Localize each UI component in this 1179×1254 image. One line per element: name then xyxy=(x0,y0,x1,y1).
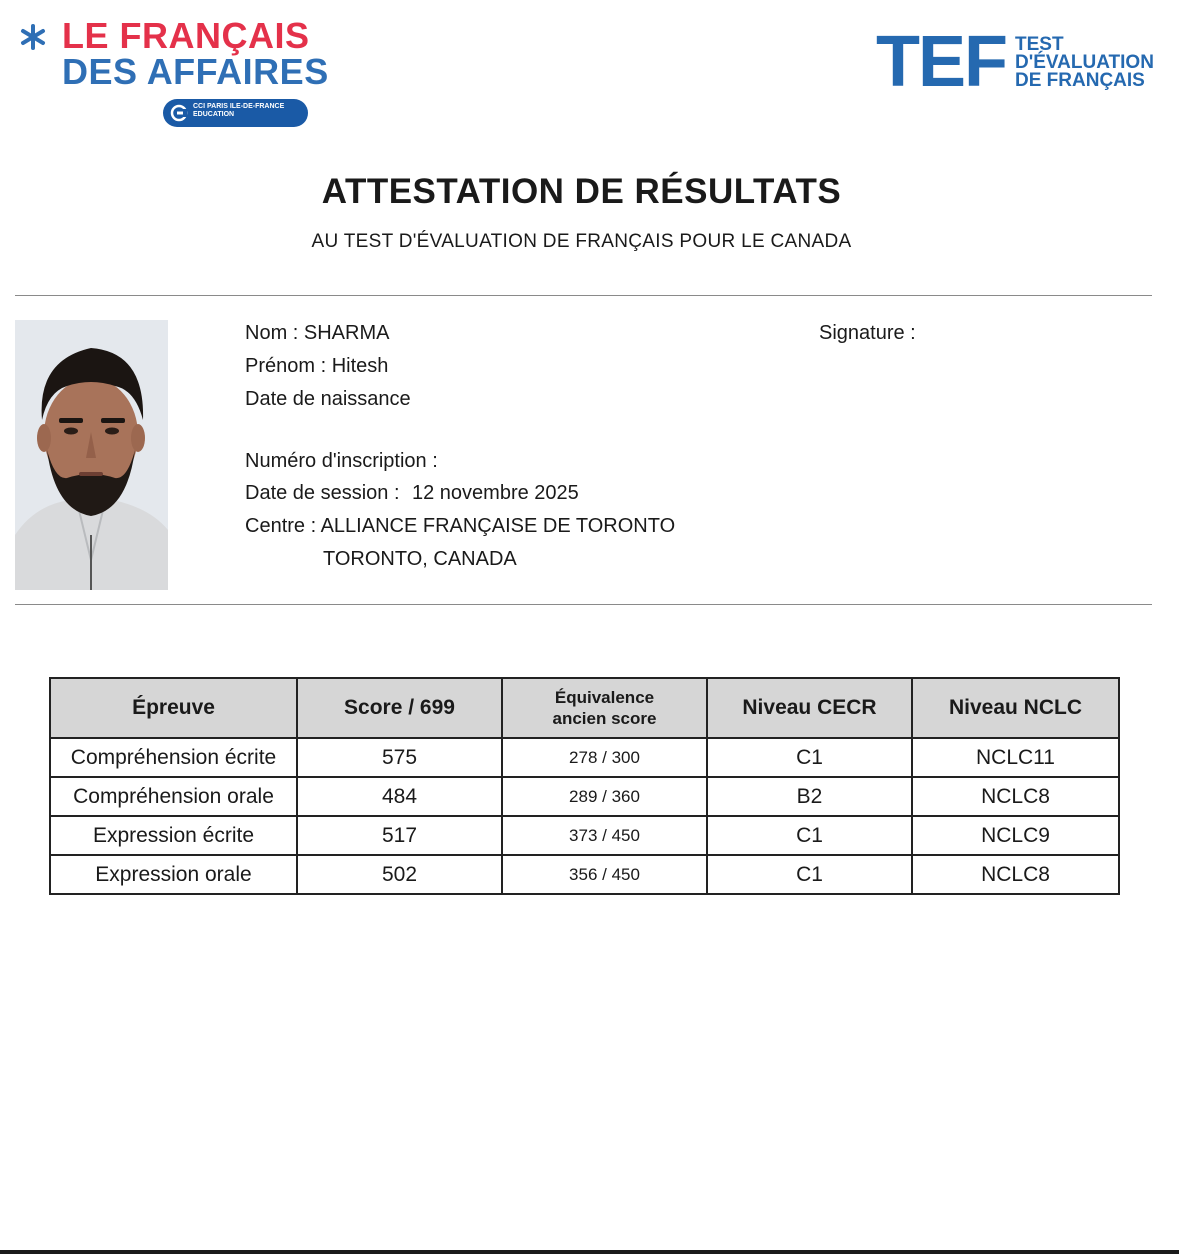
cell-epreuve: Expression orale xyxy=(50,855,297,894)
candidate-photo xyxy=(15,320,168,590)
tef-logo-mark: TEF xyxy=(876,22,1006,102)
cell-cecr: C1 xyxy=(707,855,912,894)
logo-line-1: LE FRANÇAIS xyxy=(62,15,310,56)
page-subtitle: AU TEST D'ÉVALUATION DE FRANÇAIS POUR LE CANADA xyxy=(311,231,852,252)
results-table xyxy=(49,677,1120,895)
cell-equivalence: 289 / 360 xyxy=(502,777,707,816)
cell-equivalence: 278 / 300 xyxy=(502,738,707,777)
cell-epreuve: Compréhension écrite xyxy=(50,738,297,777)
bottom-border xyxy=(0,1250,1179,1254)
cell-equivalence: 356 / 450 xyxy=(502,855,707,894)
signature-label: Signature : xyxy=(819,322,916,344)
cell-nclc: NCLC8 xyxy=(912,855,1119,894)
divider xyxy=(15,295,1152,296)
table-row xyxy=(50,816,1119,855)
table-row xyxy=(50,738,1119,777)
header-niveau-nclc: Niveau NCLC xyxy=(912,678,1119,738)
candidate-numero-inscription: Numéro d'inscription : xyxy=(245,450,438,472)
cell-nclc: NCLC9 xyxy=(912,816,1119,855)
cell-cecr: C1 xyxy=(707,816,912,855)
candidate-nom: Nom : SHARMA xyxy=(245,322,390,344)
cci-badge-text: CCI PARIS ILE-DE-FRANCE EDUCATION xyxy=(193,103,285,118)
cell-score: 484 xyxy=(297,777,502,816)
page-title: ATTESTATION DE RÉSULTATS xyxy=(321,172,842,211)
cell-score: 517 xyxy=(297,816,502,855)
centre-name: Centre : ALLIANCE FRANÇAISE DE TORONTO xyxy=(245,515,676,537)
header-equivalence: Équivalence ancien score xyxy=(502,678,707,738)
candidate-prenom: Prénom : Hitesh xyxy=(245,355,389,377)
cell-epreuve: Compréhension orale xyxy=(50,777,297,816)
cell-equivalence: 373 / 450 xyxy=(502,816,707,855)
header-epreuve: Épreuve xyxy=(50,678,297,738)
cci-logo-icon xyxy=(170,104,188,122)
cell-cecr: B2 xyxy=(707,777,912,816)
table-row xyxy=(50,777,1119,816)
candidate-date-naissance: Date de naissance xyxy=(245,388,411,410)
cell-score: 575 xyxy=(297,738,502,777)
cell-nclc: NCLC11 xyxy=(912,738,1119,777)
cell-cecr: C1 xyxy=(707,738,912,777)
logo-line-2: DES AFFAIRES xyxy=(62,51,329,92)
table-header-row xyxy=(50,678,1119,738)
centre-location: TORONTO, CANADA xyxy=(323,548,517,570)
cell-nclc: NCLC8 xyxy=(912,777,1119,816)
table-row xyxy=(50,855,1119,894)
divider xyxy=(15,604,1152,605)
session-date-value: 12 novembre 2025 xyxy=(412,482,579,504)
cell-score: 502 xyxy=(297,855,502,894)
header-niveau-cecr: Niveau CECR xyxy=(707,678,912,738)
session-date-label: Date de session : xyxy=(245,482,400,504)
header-score: Score / 699 xyxy=(297,678,502,738)
cell-epreuve: Expression écrite xyxy=(50,816,297,855)
tef-logo-text: TEST D'ÉVALUATION DE FRANÇAIS xyxy=(1015,34,1154,91)
asterisk-icon xyxy=(18,22,48,52)
